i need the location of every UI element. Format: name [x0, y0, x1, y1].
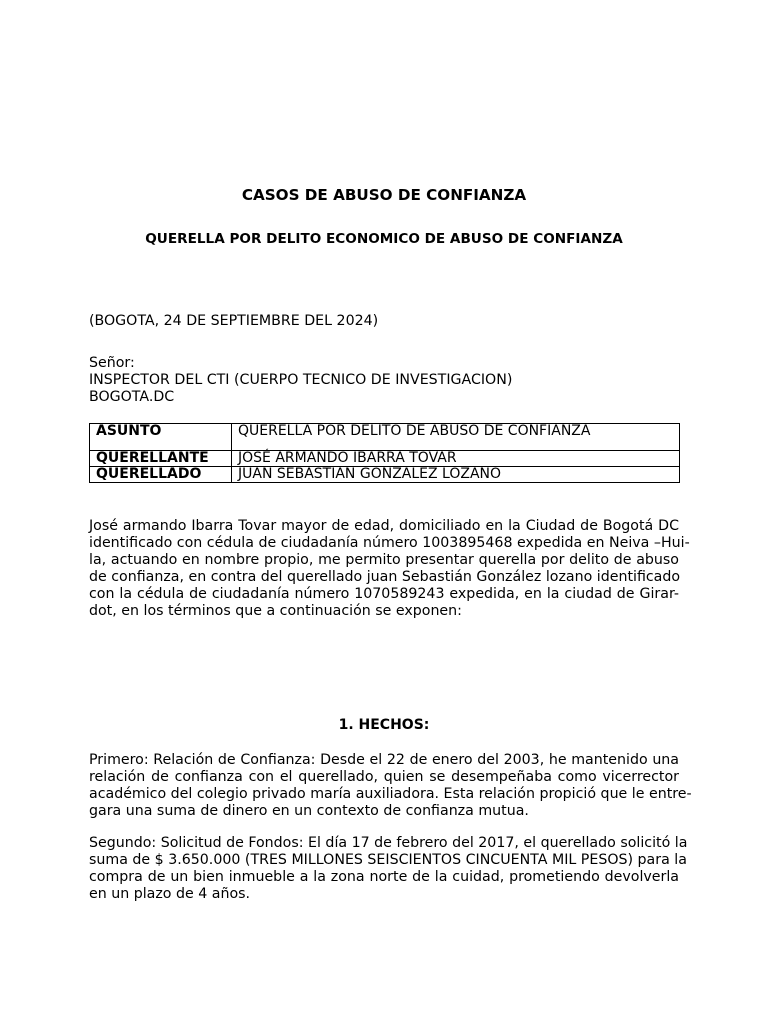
paragraph-line: académico del colegio privado maría auxiliadora. Esta relación propició que le entre-: [89, 786, 692, 802]
date-text: (BOGOTA, 24 DE SEPTIEMBRE DEL 2024): [89, 313, 379, 329]
paragraph-line: gara una suma de dinero en un contexto de confianza mutua.: [89, 803, 529, 819]
paragraph-line: Primero: Relación de Confianza: Desde el 22 de enero del 2003, he mantenido una: [89, 752, 679, 768]
paragraph-line: relación de confianza con el querellado, quien se desempeñaba como vicerrector: [89, 769, 679, 785]
paragraph-line: la, actuando en nombre propio, me permito presentar querella por delito de abuso: [89, 552, 679, 568]
recipient-city: BOGOTA.DC: [89, 389, 175, 405]
querellado-label: QUERELLADO: [90, 467, 232, 483]
paragraph-line: en un plazo de 4 años.: [89, 886, 251, 902]
querellante-value: JOSÉ ARMANDO IBARRA TOVAR: [232, 451, 680, 467]
table-row: [90, 451, 680, 467]
document-subtitle: QUERELLA POR DELITO ECONOMICO DE ABUSO DE CONFIANZA: [145, 231, 623, 247]
document-title: CASOS DE ABUSO DE CONFIANZA: [241, 186, 527, 204]
date-line: [89, 313, 679, 330]
paragraph-line: Segundo: Solicitud de Fondos: El día 17 de febrero del 2017, el querellado solicitó la: [89, 835, 688, 851]
paragraph-line: de confianza, en contra del querellado juan Sebastián González lozano identificado: [89, 569, 681, 585]
asunto-value: QUERELLA POR DELITO DE ABUSO DE CONFIANZA: [232, 424, 680, 451]
paragraph-line: identificado con cédula de ciudadanía número 1003895468 expedida en Neiva –Hui-: [89, 535, 690, 551]
paragraph-line: dot, en los términos que a continuación se exponen:: [89, 603, 462, 619]
table-row: [90, 424, 680, 451]
section-heading-hechos: 1. HECHOS:: [338, 717, 430, 733]
case-info-table: [89, 423, 680, 483]
recipient-salutation: Señor:: [89, 355, 135, 371]
recipient-block: [89, 355, 679, 406]
paragraph-line: suma de $ 3.650.000 (TRES MILLONES SEISCIENTOS CINCUENTA MIL PESOS) para la: [89, 852, 687, 868]
querellante-label: QUERELLANTE: [90, 451, 232, 467]
paragraph-line: José armando Ibarra Tovar mayor de edad, domiciliado en la Ciudad de Bogotá DC: [89, 518, 679, 534]
paragraph-line: compra de un bien inmueble a la zona norte de la cuidad, prometiendo devolverla: [89, 869, 679, 885]
querellado-value: JUAN SEBASTIAN GONZALEZ LOZANO: [232, 467, 680, 483]
table-row: [90, 467, 680, 483]
intro-paragraph: [89, 518, 690, 620]
second-fact-paragraph: [89, 835, 688, 903]
first-fact-paragraph: [89, 752, 692, 820]
recipient-role: INSPECTOR DEL CTI (CUERPO TECNICO DE INVESTIGACION): [89, 372, 513, 388]
asunto-label: ASUNTO: [90, 424, 232, 451]
paragraph-line: con la cédula de ciudadanía número 1070589243 expedida, en la ciudad de Girar-: [89, 586, 679, 602]
